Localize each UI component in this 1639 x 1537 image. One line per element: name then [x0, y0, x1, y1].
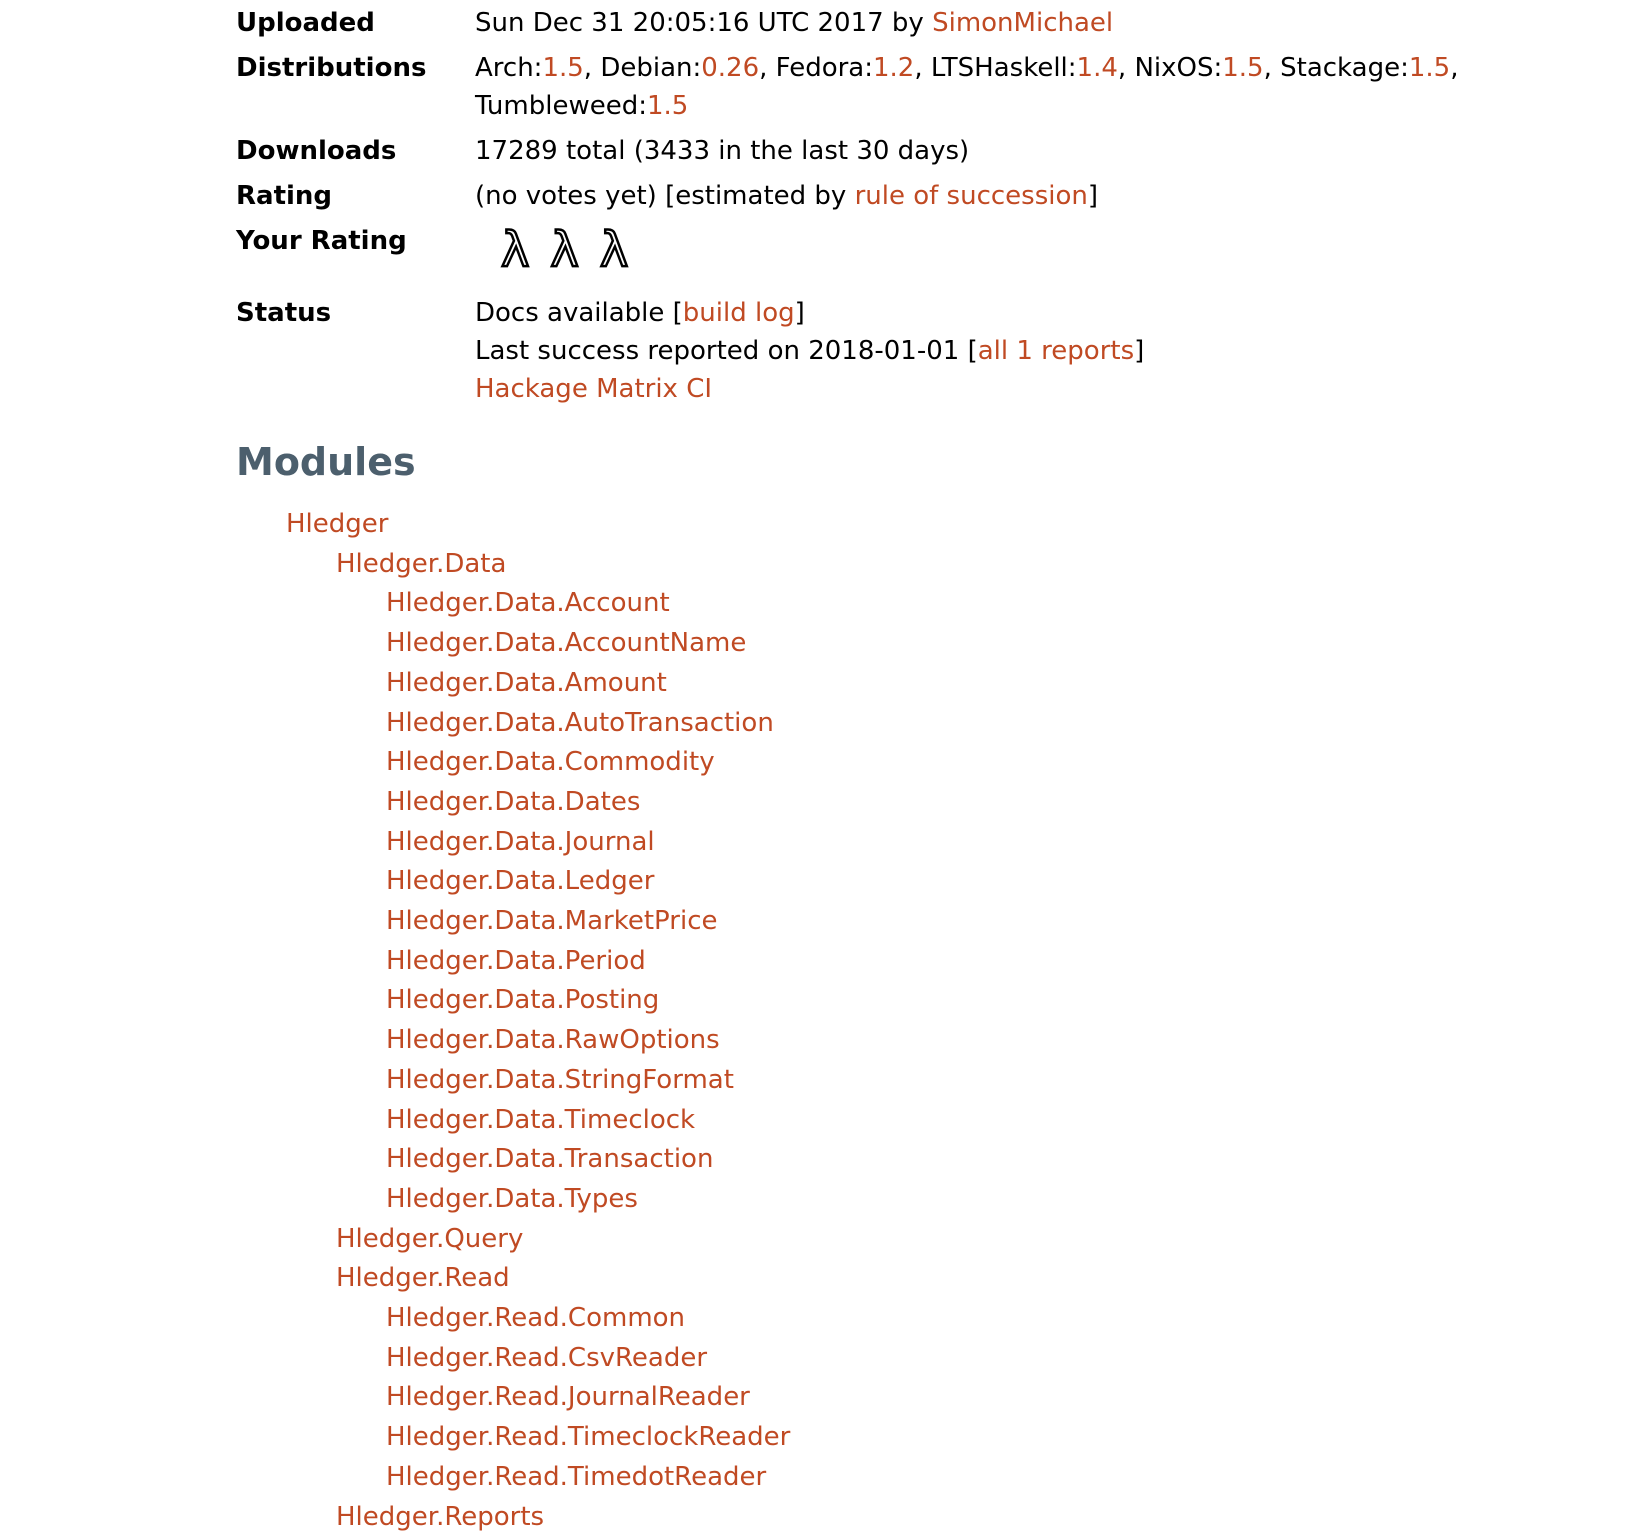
status-success-line — [475, 332, 1526, 370]
module-link[interactable]: Hledger.Data.Posting — [386, 985, 660, 1016]
distribution-item — [475, 91, 688, 121]
rating-lambda-icon[interactable]: λ — [599, 222, 629, 278]
distribution-name: Arch: — [475, 53, 543, 83]
module-link[interactable]: Hledger.Reports — [336, 1501, 545, 1532]
distribution-separator: , — [759, 53, 776, 83]
module-item — [236, 1061, 1639, 1101]
module-item — [236, 942, 1639, 982]
distributions-line-2 — [475, 87, 1526, 125]
downloads-value: 17289 total (3433 in the last 30 days) — [475, 136, 970, 166]
distribution-name: Fedora: — [775, 53, 873, 83]
modules-heading: Modules — [236, 440, 416, 484]
module-item — [236, 862, 1639, 902]
module-item — [236, 1220, 1639, 1260]
module-item — [236, 584, 1639, 624]
status-text-suffix: ] — [1134, 336, 1145, 366]
module-link[interactable]: Hledger.Read.TimedotReader — [386, 1461, 767, 1492]
module-item — [236, 823, 1639, 863]
module-item — [236, 783, 1639, 823]
distribution-version-link[interactable]: 1.5 — [1408, 53, 1451, 83]
module-link[interactable]: Hledger.Read.Common — [386, 1303, 686, 1334]
rating-value — [475, 177, 1526, 215]
module-link[interactable]: Hledger.Data.Transaction — [386, 1144, 714, 1175]
rating-text-suffix: ] — [1087, 181, 1099, 211]
rating-label: Rating — [236, 181, 333, 211]
module-link[interactable]: Hledger.Data.AccountName — [386, 628, 747, 659]
hackage-matrix-ci-link[interactable]: Hackage Matrix CI — [475, 374, 713, 404]
module-link[interactable]: Hledger.Data.Types — [386, 1183, 638, 1214]
module-item — [236, 1021, 1639, 1061]
module-link[interactable]: Hledger.Data.Journal — [386, 826, 655, 857]
distribution-version-link[interactable]: 1.5 — [542, 53, 584, 83]
module-link[interactable]: Hledger.Data.Timeclock — [386, 1104, 696, 1135]
distribution-separator: , — [1117, 53, 1135, 83]
module-item — [236, 1259, 1639, 1299]
distribution-version-link[interactable]: 1.2 — [873, 53, 915, 83]
module-link[interactable]: Hledger.Data.Commodity — [386, 747, 715, 778]
distribution-version-link[interactable]: 1.5 — [646, 91, 689, 121]
status-label: Status — [236, 298, 332, 328]
module-item — [236, 624, 1639, 664]
your-rating-widget — [475, 222, 1526, 287]
distribution-version-link[interactable]: 1.5 — [1222, 53, 1264, 83]
distribution-version-link[interactable]: 1.4 — [1076, 53, 1118, 83]
module-link[interactable]: Hledger.Read — [336, 1263, 510, 1294]
package-properties-table — [236, 4, 1526, 408]
module-item — [236, 1180, 1639, 1220]
build-log-link[interactable]: build log — [682, 298, 795, 328]
status-docs-line — [475, 294, 1526, 332]
module-link[interactable]: Hledger.Data.Account — [386, 588, 670, 619]
module-item — [236, 1458, 1639, 1498]
distributions-value — [475, 49, 1526, 125]
status-matrix-line — [475, 370, 1526, 408]
distribution-item — [475, 53, 600, 83]
distribution-name: NixOS: — [1134, 53, 1223, 83]
module-item — [236, 902, 1639, 942]
module-link[interactable]: Hledger — [286, 509, 389, 539]
status-text: Last success reported on 2018-01-01 [ — [475, 336, 978, 366]
module-link[interactable]: Hledger.Read.JournalReader — [386, 1382, 750, 1413]
module-item — [236, 1299, 1639, 1339]
distribution-separator: , — [1263, 53, 1281, 83]
module-link[interactable]: Hledger.Data.MarketPrice — [386, 906, 718, 937]
distribution-item — [1134, 53, 1280, 83]
distribution-name: Tumbleweed: — [475, 91, 647, 121]
uploaded-value — [475, 4, 1526, 42]
module-link[interactable]: Hledger.Data.Dates — [386, 786, 641, 817]
module-item — [236, 1140, 1639, 1180]
module-link[interactable]: Hledger.Data.StringFormat — [386, 1064, 734, 1095]
rating-text: (no votes yet) [estimated by — [475, 181, 855, 211]
distributions-line-1 — [475, 49, 1526, 87]
modules-tree — [236, 505, 1639, 1537]
module-link[interactable]: Hledger.Data.Ledger — [386, 866, 655, 897]
distribution-item — [931, 53, 1135, 83]
module-item — [236, 743, 1639, 783]
distribution-item — [1280, 53, 1458, 83]
distribution-separator: , — [583, 53, 601, 83]
distribution-version-link[interactable]: 0.26 — [701, 53, 760, 83]
status-text-suffix: ] — [794, 298, 805, 328]
module-item — [236, 1418, 1639, 1458]
module-item — [236, 1339, 1639, 1379]
distribution-item — [600, 53, 775, 83]
uploaded-text: Sun Dec 31 20:05:16 UTC 2017 by — [475, 8, 933, 38]
module-item — [236, 1498, 1639, 1537]
module-link[interactable]: Hledger.Data.RawOptions — [386, 1025, 720, 1056]
module-item — [236, 981, 1639, 1021]
module-link[interactable]: Hledger.Data — [336, 548, 507, 579]
rating-lambda-icon[interactable]: λ — [550, 222, 579, 278]
distribution-item — [776, 53, 931, 83]
rule-of-succession-link[interactable]: rule of succession — [854, 181, 1088, 211]
module-link[interactable]: Hledger.Data.Period — [386, 945, 646, 976]
module-link[interactable]: Hledger.Read.CsvReader — [386, 1342, 708, 1373]
module-link[interactable]: Hledger.Data.AutoTransaction — [386, 707, 774, 738]
uploader-link[interactable]: SimonMichael — [932, 8, 1114, 38]
status-value — [475, 294, 1526, 408]
module-item — [236, 1101, 1639, 1141]
distribution-separator: , — [914, 53, 931, 83]
module-link[interactable]: Hledger.Query — [336, 1223, 524, 1254]
module-link[interactable]: Hledger.Read.TimeclockReader — [386, 1422, 791, 1453]
module-item — [236, 545, 1639, 585]
distribution-name: Stackage: — [1280, 53, 1409, 83]
rating-lambda-icon[interactable]: λ — [501, 222, 530, 278]
your-rating-label: Your Rating — [236, 226, 407, 256]
module-item — [236, 505, 1639, 545]
all-reports-link[interactable]: all 1 reports — [977, 336, 1135, 366]
distribution-name: Debian: — [600, 53, 702, 83]
module-item — [236, 664, 1639, 704]
uploaded-label: Uploaded — [236, 8, 375, 38]
status-text: Docs available [ — [475, 298, 683, 328]
distribution-name: LTSHaskell: — [930, 53, 1077, 83]
module-link[interactable]: Hledger.Data.Amount — [386, 667, 667, 698]
distribution-separator: , — [1450, 53, 1459, 83]
module-item — [236, 1378, 1639, 1418]
downloads-label: Downloads — [236, 136, 397, 166]
module-item — [236, 704, 1639, 744]
distributions-label: Distributions — [236, 53, 427, 83]
